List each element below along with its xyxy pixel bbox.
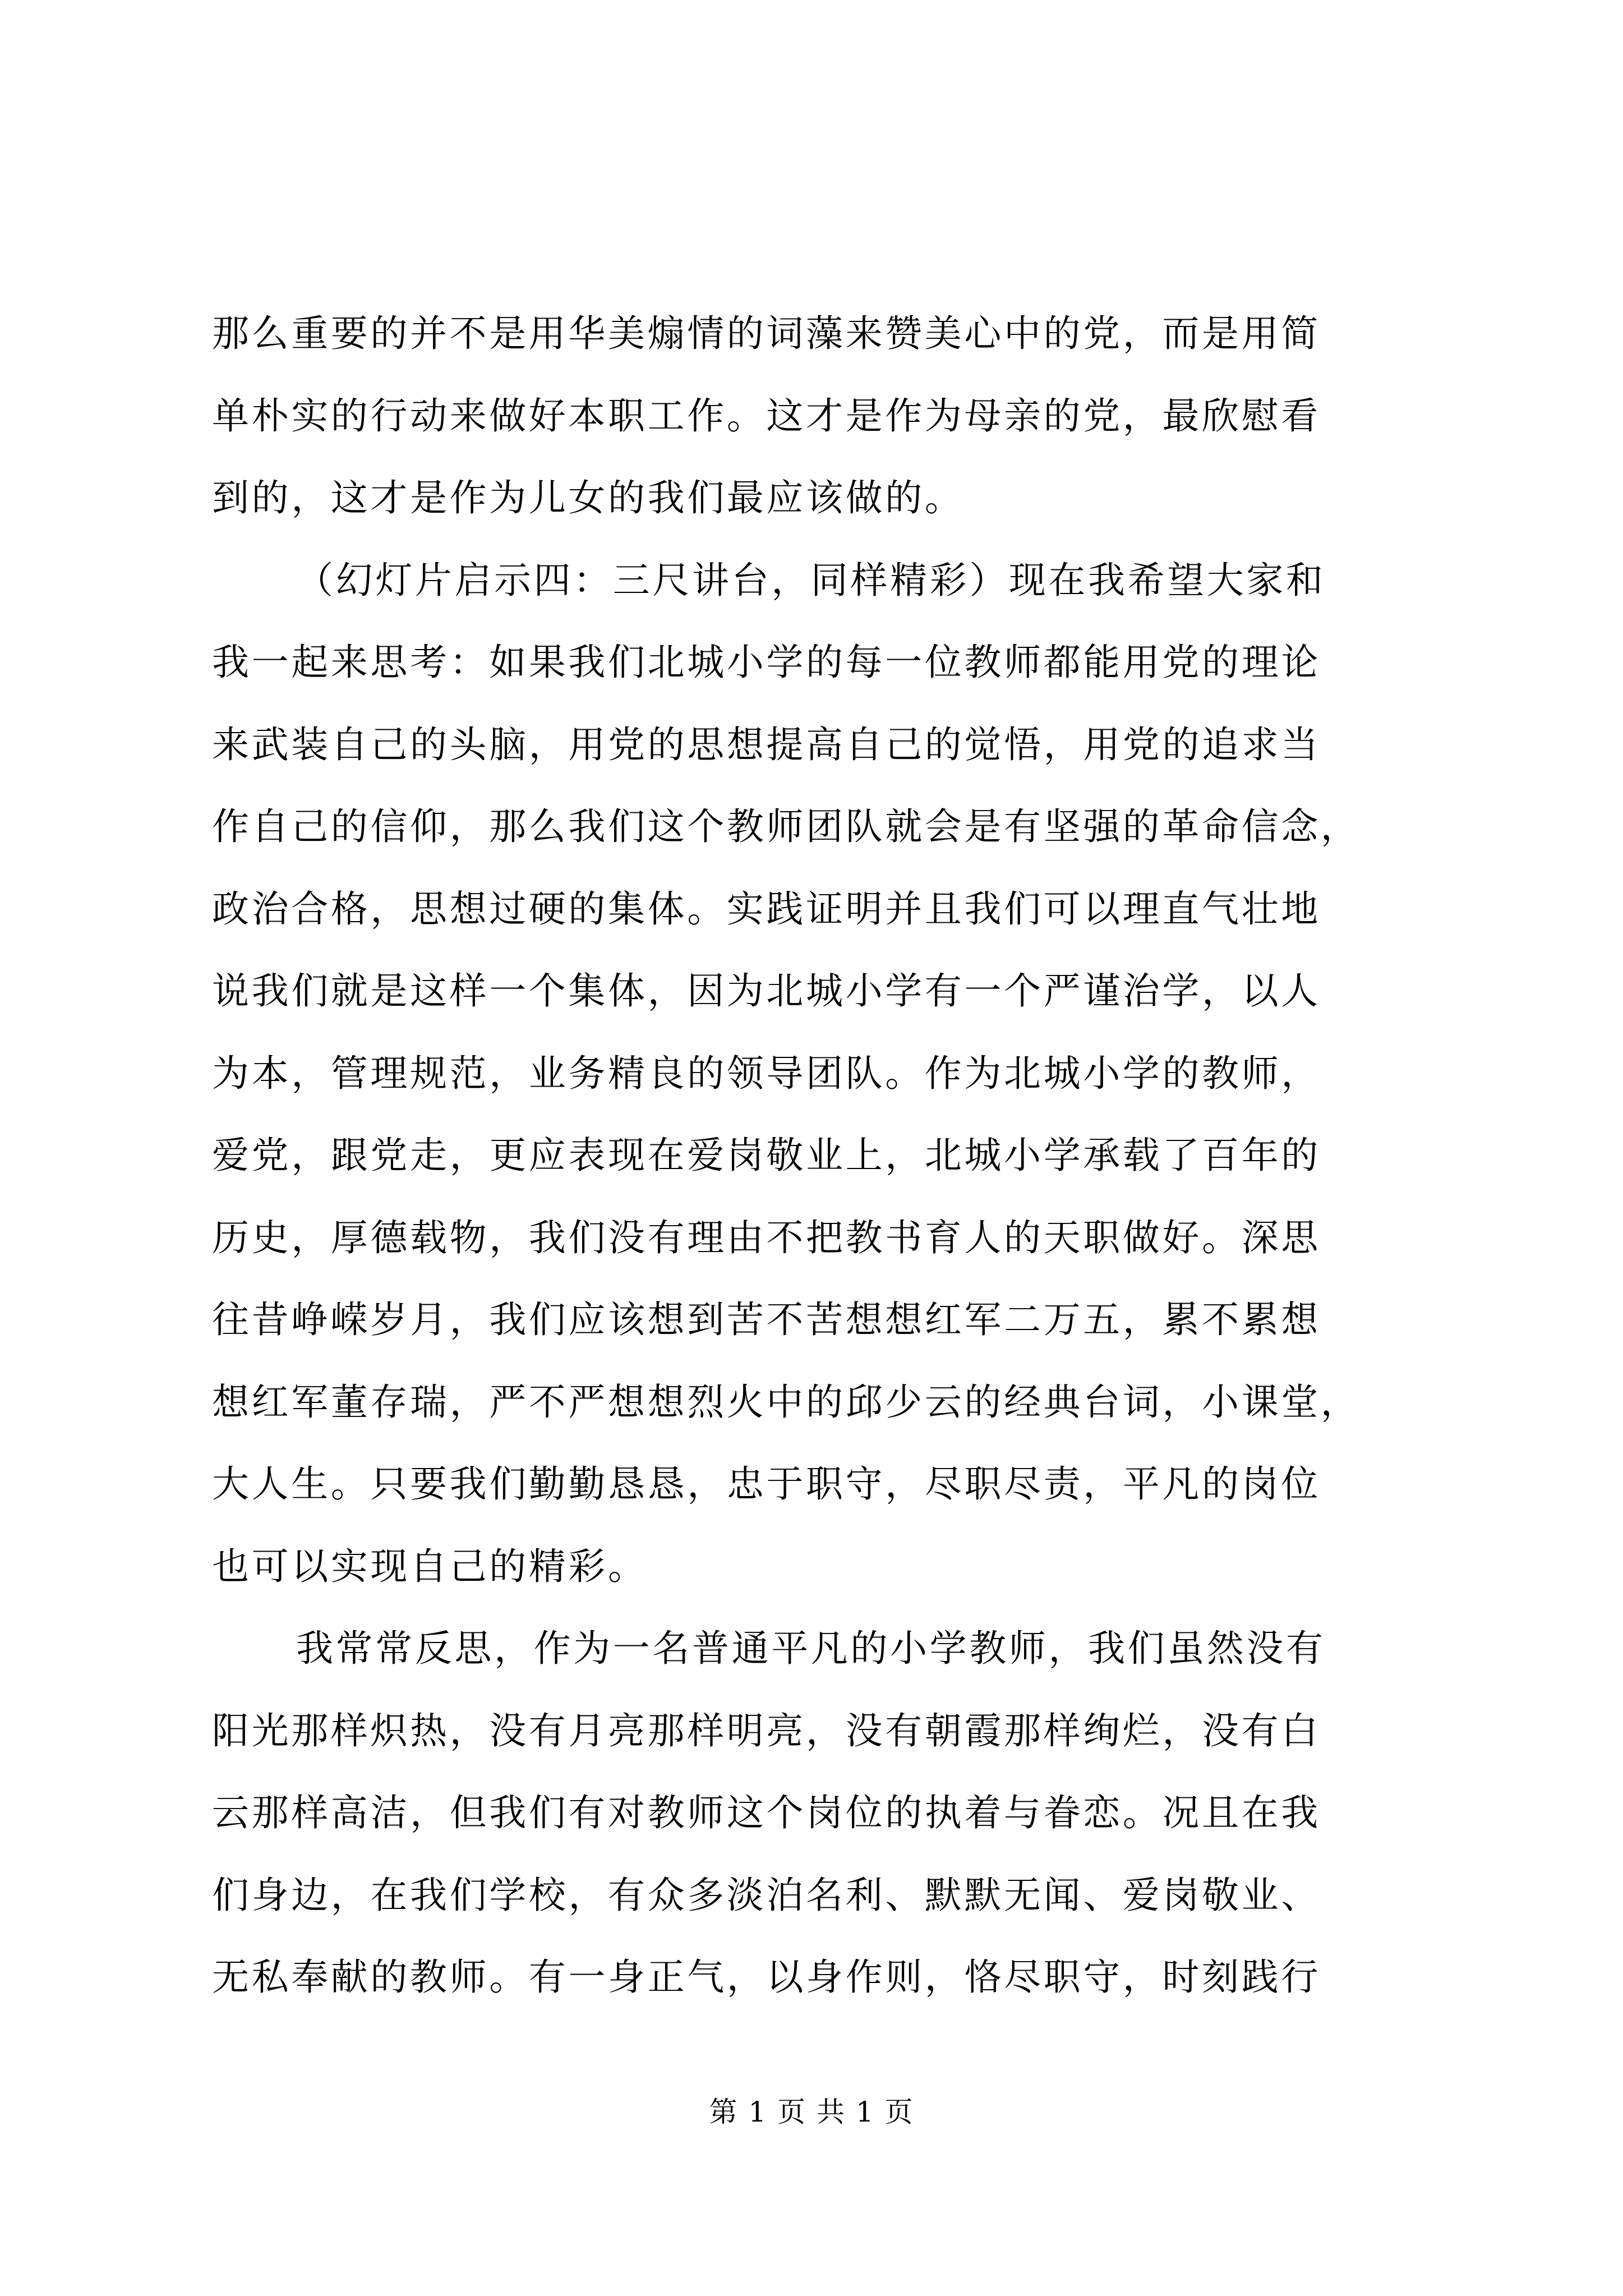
text-line: 来武装自己的头脑，用党的思想提高自己的觉悟，用党的追求当: [212, 723, 1321, 766]
text-line: 为本，管理规范，业务精良的领导团队。作为北城小学的教师，: [212, 1051, 1321, 1095]
text-line: 我一起来思考：如果我们北城小学的每一位教师都能用党的理论: [212, 641, 1321, 684]
text-line: 也可以实现自己的精彩。: [212, 1544, 648, 1588]
text-line: 单朴实的行动来做好本职工作。这才是作为母亲的党，最欣慰看: [212, 394, 1321, 438]
text-line: 想红军董存瑞，严不严想想烈火中的邱少云的经典台词，小课堂，: [212, 1380, 1361, 1424]
text-line: 云那样高洁，但我们有对教师这个岗位的执着与眷恋。况且在我: [212, 1791, 1321, 1834]
text-line: 阳光那样炽热，没有月亮那样明亮，没有朝霞那样绚烂，没有白: [212, 1709, 1321, 1752]
page-footer: [0, 2092, 1623, 2132]
text-line: 无私奉献的教师。有一身正气，以身作则，恪尽职守，时刻践行: [212, 1955, 1321, 1999]
page-number-label: 第 1 页 共 1 页: [709, 2096, 914, 2128]
text-line: 们身边，在我们学校，有众多淡泊名利、默默无闻、爱岗敬业、: [212, 1873, 1321, 1917]
text-line: 那么重要的并不是用华美煽情的词藻来赞美心中的党，而是用简: [212, 312, 1321, 355]
text-line: 说我们就是这样一个集体，因为北城小学有一个严谨治学，以人: [212, 969, 1321, 1013]
paragraph-start-line: 我常常反思，作为一名普通平凡的小学教师，我们虽然没有: [296, 1627, 1326, 1670]
text-line: 大人生。只要我们勤勤恳恳，忠于职守，尽职尽责，平凡的岗位: [212, 1462, 1321, 1506]
text-line: 往昔峥嵘岁月，我们应该想到苦不苦想想红军二万五，累不累想: [212, 1298, 1321, 1341]
text-line: 历史，厚德载物，我们没有理由不把教书育人的天职做好。深思: [212, 1216, 1321, 1259]
document-body: [212, 293, 1412, 2019]
text-line: 作自己的信仰，那么我们这个教师团队就会是有坚强的革命信念，: [212, 805, 1361, 848]
text-line: 爱党，跟党走，更应表现在爱岗敬业上，北城小学承载了百年的: [212, 1134, 1321, 1177]
text-line: 到的，这才是作为儿女的我们最应该做的。: [212, 476, 965, 519]
text-line: 政治合格，思想过硬的集体。实践证明并且我们可以理直气壮地: [212, 887, 1321, 931]
paragraph-start-line: （幻灯片启示四：三尺讲台，同样精彩）现在我希望大家和: [296, 558, 1326, 602]
